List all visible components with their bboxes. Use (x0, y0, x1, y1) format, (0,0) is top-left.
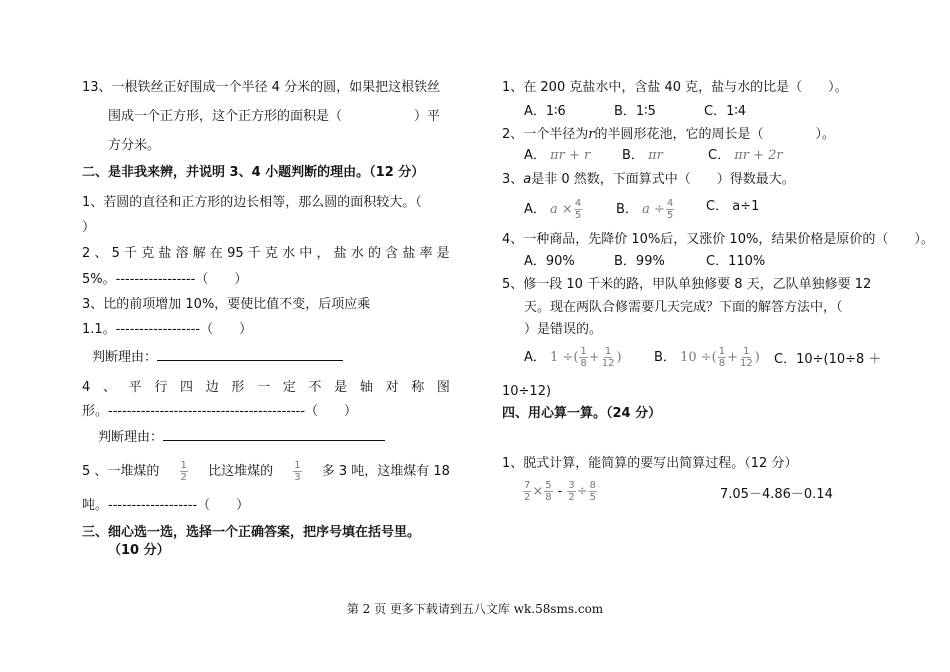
fraction: $\frac{1}{12}$ (601, 346, 615, 369)
s2-q3-reason (92, 348, 343, 367)
q13-line2-text: 围成一个正方形，这个正方形的面积是（ (108, 109, 343, 124)
s2-q2-line1: 2 、 5 千 克 盐 溶 解 在 95 千 克 水 中 ， 盐 水 的 含 盐 率 是 (82, 246, 450, 261)
r-q4-opt-c: C．110% (706, 254, 766, 269)
section4-sub1: 1、脱式计算，能简算的要写出简算过程。（12 分） (502, 456, 798, 471)
var-a: a (523, 172, 532, 187)
r-q2-text: 2、一个半径为r的半圆形花池，它的周长是（ ）。 (502, 127, 836, 142)
q13-line2-end: ）平 (414, 109, 441, 124)
expr2: 7.05－4.86－0.14 (720, 487, 833, 502)
s2-q2-line2: 5%。-----------------（ ） (82, 272, 248, 287)
r-q5-line3: ）是错误的。 (524, 322, 603, 337)
fraction: $\frac{5}{8}$ (545, 480, 552, 503)
r-q1-opt-b: B．1∶5 (614, 104, 656, 119)
r-q4-opt-a: A．90% (524, 254, 575, 269)
section3-score: （10 分） (108, 543, 170, 558)
s2-q1-line1: 1、若圆的直径和正方形的边长相等，那么圆的面积较大。（ (82, 195, 422, 210)
r-q3-opt-b: B． a ÷ $\frac{4}{5}$ (616, 198, 674, 221)
r-q5-opt-a: A． 1 ÷( $\frac{1}{8}$ + $\frac{1}{12}$ ) (524, 346, 622, 369)
q13-line3: 方分米。 (108, 138, 161, 153)
r-q4-text: 4、一种商品，先降价 10%后，又涨价 10%，结果价格是原价的（ ）。 (502, 232, 934, 247)
fraction: $\frac{7}{2}$ (524, 480, 531, 503)
fraction: $\frac{1}{8}$ (580, 346, 587, 369)
s2-q1-line2: ） (82, 220, 96, 235)
r-q2-opt-a: A． πr + r (524, 148, 591, 163)
r-q3-opt-a: A． a × $\frac{4}{5}$ (524, 198, 582, 221)
fraction: $\frac{4}{5}$ (574, 198, 582, 221)
section2-title: 二、是非我来辨，并说明 3、4 小题判断的理由。（12 分） (82, 165, 425, 180)
r-q3-opt-c: C． a÷1 (706, 199, 760, 214)
r-q2-opt-b: B． πr (622, 148, 663, 163)
s2-q3-line2: 1.1。------------------（ ） (82, 322, 253, 337)
section3-title: 三、细心选一选，选择一个正确答案，把序号填在括号里。 (82, 525, 421, 540)
r-q5-line1: 5、修一段 10 千米的路，甲队单独修要 8 天，乙队单独修要 12 (502, 277, 872, 292)
s2-q4-reason (98, 428, 385, 447)
reason-blank[interactable] (157, 348, 343, 361)
reason-label: 判断理由： (98, 430, 164, 445)
r-q4-opt-b: B．99% (614, 254, 665, 269)
r-q1-opt-c: C．1∶4 (704, 104, 747, 119)
fraction: $\frac{1}{12}$ (739, 346, 753, 369)
page-footer: 第 2 页 更多下载请到五八文库 wk.58sms.com (346, 602, 604, 616)
fraction: $\frac{3}{2}$ (568, 480, 575, 503)
q13-line1: 13、一根铁丝正好围成一个半径 4 分米的圆，如果把这根铁丝 (82, 80, 441, 95)
s2-q4-line1: 4 、 平 行 四 边 形 一 定 不 是 轴 对 称 图 (82, 380, 450, 395)
section4-title: 四、用心算一算。（24 分） (502, 406, 662, 421)
fraction: $\frac{1}{8}$ (718, 346, 726, 369)
r-q3-text: 3、a是非 0 然数，下面算式中（ ）得数最大。 (502, 172, 795, 187)
s2-q5-line2: 吨。-------------------（ ） (82, 498, 250, 513)
r-q5-opt-c-cont: 10÷12) (502, 384, 552, 399)
s2-q5-line1: 5 、一堆煤的 $\frac{1}{2}$ 比这堆煤的 $\frac{1}{3}$ 多 3 吨，这堆煤有 18 (82, 460, 450, 483)
r-q1-opt-a: A．1∶6 (524, 104, 566, 119)
fraction: $\frac{4}{5}$ (666, 198, 674, 221)
s2-q4-line2: 形。------------------------------------------（ ） (82, 404, 358, 419)
r-q1-text: 1、在 200 克盐水中，含盐 40 克，盐与水的比是（ ）。 (502, 80, 848, 95)
reason-label: 判断理由： (92, 350, 158, 365)
fraction: $\frac{1}{2}$ (180, 460, 187, 483)
fraction: $\frac{8}{5}$ (589, 480, 597, 503)
r-q5-opt-c: C．10÷(10÷8 ＋ (774, 352, 882, 367)
expr1: $\frac{7}{2}$ × $\frac{5}{8}$ - $\frac{3}{2}$ ÷ $\frac{8}{5}$ (524, 480, 597, 503)
r-q5-opt-b: B． 10 ÷( $\frac{1}{8}$ + $\frac{1}{12}$ ) (654, 346, 760, 369)
fraction: $\frac{1}{3}$ (294, 460, 301, 483)
q13-line2 (108, 108, 440, 126)
s2-q3-line1: 3、比的前项增加 10%，要使比值不变，后项应乘 (82, 297, 371, 312)
r-q5-line2: 天。现在两队合修需要几天完成？下面的解答方法中，（ (524, 300, 843, 315)
var-r: r (588, 127, 595, 142)
r-q2-opt-c: C． πr + 2r (708, 148, 783, 163)
reason-blank[interactable] (163, 428, 385, 441)
